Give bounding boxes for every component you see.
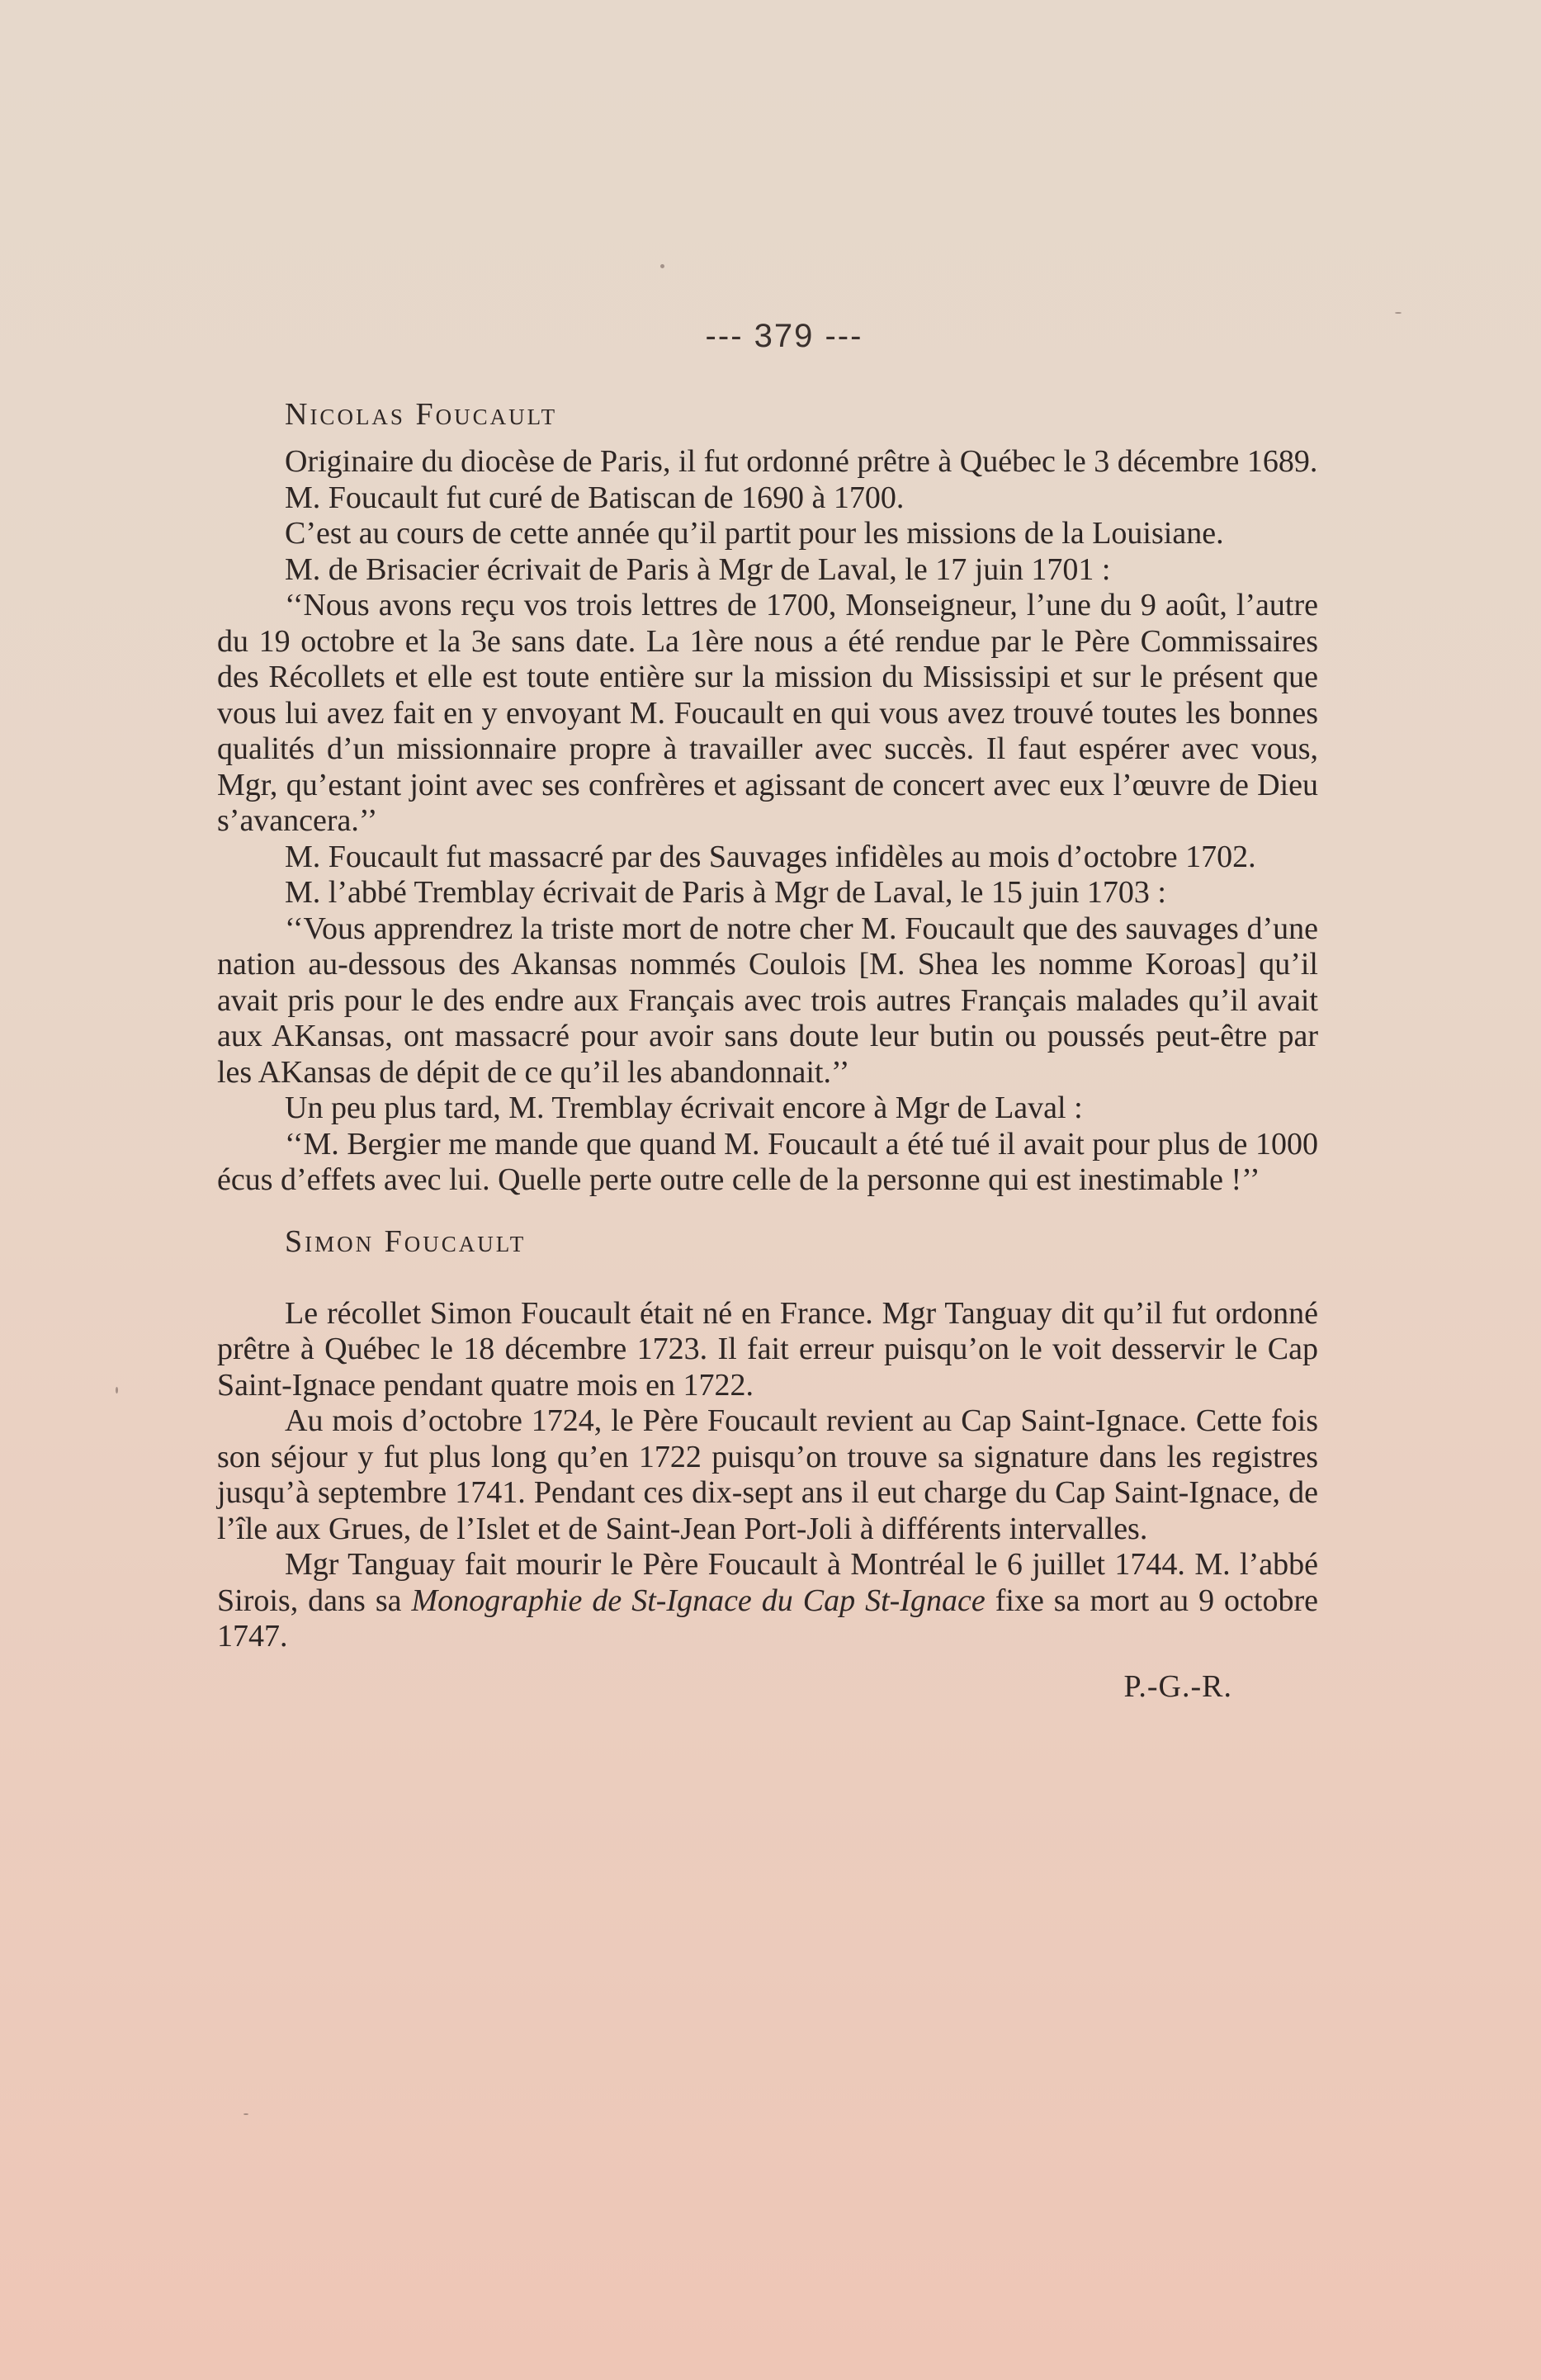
section-simon-foucault	[217, 1223, 1318, 1655]
quote-paragraph: ‘‘Vous apprendrez la triste mort de notre cher M. Foucault que des sauvages d’une nation au-dessous des Akansas nommés Coulois [M. Shea les nomme Koroas] qu’il avait pris pour le des endre aux Français avec trois autres Français malades qu’il avait aux AKansas, ont massacré pour avoir sans doute leur butin ou poussés peut-être par les AKansas de dépit de ce qu’il les abandonnait.’’	[217, 911, 1318, 1090]
paper-speck	[660, 264, 664, 268]
document-page	[217, 318, 1318, 1705]
quote-paragraph: ‘‘M. Bergier me mande que quand M. Foucault a été tué il avait pour plus de 1000 écus d’effets avec lui. Quelle perte outre celle de la personne qui est inestimable !’’	[217, 1126, 1318, 1197]
paragraph: C’est au cours de cette année qu’il partit pour les missions de la Louisiane.	[285, 516, 1224, 551]
paragraph: M. de Brisacier écrivait de Paris à Mgr de Laval, le 17 juin 1701 :	[285, 551, 1111, 587]
paragraph: Un peu plus tard, M. Tremblay écrivait encore à Mgr de Laval :	[285, 1091, 1083, 1125]
paragraph: Au mois d’octobre 1724, le Père Foucault revient au Cap Saint-Ignace. Cette fois son séjour y fut plus long qu’en 1722 puisqu’on trouve sa signature dans les registres jusqu’à septembre 1741. Pendant ces dix-sept ans il eut charge du Cap Saint-Ignace, de l’île aux Grues, de l’Islet et de Saint-Jean Port-Joli à différents intervalles.	[217, 1403, 1318, 1546]
paper-speck	[243, 2113, 248, 2115]
section-heading: Simon Foucault	[285, 1223, 527, 1259]
paragraph: M. l’abbé Tremblay écrivait de Paris à Mgr de Laval, le 15 juin 1703 :	[285, 875, 1166, 910]
section-nicolas-foucault	[217, 396, 1318, 1199]
author-signature: P.-G.-R.	[1123, 1668, 1232, 1704]
final-paragraph	[217, 1547, 1318, 1655]
final-paragraph-text: Mgr Tanguay fait mourir le Père Foucault à Montréal le 6 juillet 1744. M. l’abbé Sirois, dans sa	[217, 1547, 1318, 1618]
quote-paragraph: ‘‘Nous avons reçu vos trois lettres de 1700, Monseigneur, l’une du 9 août, l’autre du 19 octobre et la 3e sans date. La 1ère nous a été rendue par le Père Commissaires des Récollets et elle est toute entière sur la mission du Mississipi et sur le présent que vous lui avez fait en y envoyant M. Foucault en qui vous avez trouvé toutes les bonnes qualités d’un missionnaire propre à travailler avec succès. Il faut espérer avec vous, Mgr, qu’estant joint avec ses confrères et agissant de concert avec eux l’œuvre de Dieu s’avancera.’’	[217, 588, 1318, 838]
paragraph: M. Foucault fut curé de Batiscan de 1690 à 1700.	[285, 480, 905, 515]
section-heading: Nicolas Foucault	[285, 397, 558, 432]
book-title: Monographie de St-Ignace du Cap St-Ignace	[411, 1583, 986, 1618]
paper-speck	[116, 1387, 118, 1393]
paragraph: Le récollet Simon Foucault était né en France. Mgr Tanguay dit qu’il fut ordonné prêtre à Québec le 18 décembre 1723. Il fait erreur puisqu’on le voit desservir le Cap Saint-Ignace pendant quatre mois en 1722.	[217, 1295, 1318, 1403]
final-paragraph-text-end: fixe sa mort au 9 octobre 1747.	[217, 1583, 1319, 1654]
paragraph: Originaire du diocèse de Paris, il fut ordonné prêtre à Québec le 3 décembre 1689.	[285, 444, 1318, 479]
paper-speck	[1395, 312, 1402, 314]
paragraph: M. Foucault fut massacré par des Sauvages infidèles au mois d’octobre 1702.	[285, 839, 1256, 874]
page-number: --- 379 ---	[705, 318, 863, 354]
